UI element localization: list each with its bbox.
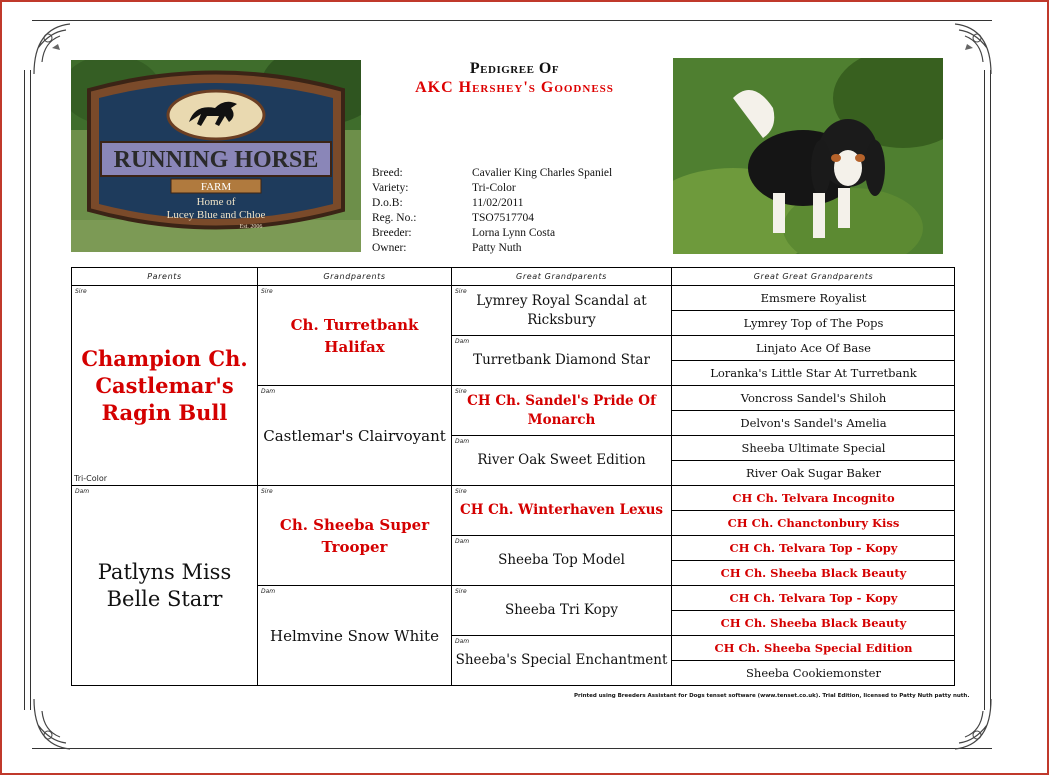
great-grandparent-cell <box>452 636 672 685</box>
great-great-grandparent-cell: CH Ch. Telvara Top - Kopy <box>672 536 955 561</box>
sire-tag: Sire <box>455 488 467 495</box>
title-heading: Pedigree Of <box>469 60 560 77</box>
logo-title: RUNNING HORSE <box>113 147 319 173</box>
header-grandparents: Grandparents <box>258 268 452 286</box>
detail-row <box>372 166 612 181</box>
detail-value: Tri-Color <box>472 182 516 194</box>
great-great-grandparent-cell: CH Ch. Telvara Top - Kopy <box>672 586 955 611</box>
detail-label: D.o.B: <box>372 197 403 209</box>
great-great-grandparent-cell: Loranka's Little Star At Turretbank <box>672 361 955 386</box>
great-grandparent-cell <box>452 536 672 586</box>
great-grandparent-cell <box>452 336 672 386</box>
corner-ornament-bottom-right-icon <box>935 695 995 755</box>
great-great-grandparent-cell: River Oak Sugar Baker <box>672 461 955 486</box>
sire-tag: Sire <box>261 288 273 295</box>
dog-details <box>372 166 612 256</box>
pedigree-table <box>71 267 955 686</box>
header-parents: Parents <box>72 268 258 286</box>
top-border-line <box>32 20 992 21</box>
grandparent-name: Helmvine Snow White <box>270 626 439 645</box>
great-grandparent-cell <box>452 436 672 486</box>
great-grandparent-name: CH Ch. Sandel's Pride Of Monarch <box>467 392 656 428</box>
detail-label: Breeder: <box>372 227 412 239</box>
dam-tag: Dam <box>75 488 90 495</box>
detail-value: Lorna Lynn Costa <box>472 227 556 239</box>
detail-label: Breed: <box>372 167 403 179</box>
detail-value: 11/02/2011 <box>472 197 524 209</box>
great-great-grandparent-cell: Emsmere Royalist <box>672 286 955 311</box>
sire-tag: Sire <box>455 288 467 295</box>
great-grandparent-name: Turretbank Diamond Star <box>473 352 650 368</box>
great-grandparent-name: Sheeba Tri Kopy <box>504 602 619 618</box>
grandparent-name: Castlemar's Clairvoyant <box>263 426 446 445</box>
detail-row <box>372 181 612 196</box>
header-great-great-grandparents: Great Great Grandparents <box>672 268 955 286</box>
bottom-border-line <box>32 748 992 749</box>
parent-dam-name: Patlyns Miss Belle Starr <box>97 559 232 611</box>
great-great-grandparent-cell: CH Ch. Sheeba Black Beauty <box>672 611 955 636</box>
great-great-grandparent-cell: Delvon's Sandel's Amelia <box>672 411 955 436</box>
detail-row <box>372 241 612 256</box>
detail-label: Owner: <box>372 242 407 254</box>
great-great-grandparent-cell: CH Ch. Sheeba Special Edition <box>672 636 955 661</box>
detail-row <box>372 226 612 241</box>
great-grandparent-name: River Oak Sweet Edition <box>477 452 646 468</box>
logo-subtitle: FARM <box>200 181 232 193</box>
sire-tag: Sire <box>75 288 87 295</box>
parent-sire-name: Champion Ch. Castlemar's Ragin Bull <box>81 346 248 425</box>
great-great-grandparent-cell: CH Ch. Telvara Incognito <box>672 486 955 511</box>
grandparent-name: Ch. Sheeba Super Trooper <box>279 515 430 556</box>
dam-tag: Dam <box>455 538 470 545</box>
dog-photo <box>673 58 943 254</box>
great-great-grandparent-cell: Linjato Ace Of Base <box>672 336 955 361</box>
print-footer: Printed using Breeders Assistant for Dogs tenset software (www.tenset.co.uk). Trial Edition, licensed to Patty Nuth patty nuth. <box>574 693 970 699</box>
great-great-grandparent-cell: Sheeba Ultimate Special <box>672 436 955 461</box>
grandparent-cell <box>258 286 452 386</box>
great-grandparent-cell <box>452 586 672 636</box>
header-great-grandparents: Great Grandparents <box>452 268 672 286</box>
logo-home-of: Home of <box>196 196 236 208</box>
detail-value: Cavalier King Charles Spaniel <box>472 167 613 179</box>
dam-tag: Dam <box>455 638 470 645</box>
detail-value: Patty Nuth <box>472 242 522 254</box>
corner-ornament-bottom-left-icon <box>30 695 90 755</box>
sire-tag: Sire <box>455 588 467 595</box>
logo-established: Est. 2006 <box>239 224 263 230</box>
great-great-grandparent-cell: Voncross Sandel's Shiloh <box>672 386 955 411</box>
sire-tag: Sire <box>455 388 467 395</box>
farm-sign-photo <box>71 60 361 252</box>
left-border-line <box>24 70 25 710</box>
grandparent-cell <box>258 586 452 685</box>
dam-tag: Dam <box>261 388 276 395</box>
corner-ornament-top-right-icon <box>935 18 995 78</box>
great-great-grandparent-cell: Lymrey Top of The Pops <box>672 311 955 336</box>
parent-dam-cell <box>72 486 258 685</box>
great-grandparent-name: Sheeba's Special Enchantment <box>455 652 668 668</box>
dog-name-title: AKC Hershey's Goodness <box>415 79 614 96</box>
right-border-line <box>984 70 985 710</box>
great-great-grandparent-cell: CH Ch. Chanctonbury Kiss <box>672 511 955 536</box>
parent-sire-cell <box>72 286 258 486</box>
great-great-grandparent-cell: Sheeba Cookiemonster <box>746 666 881 680</box>
great-grandparent-name: CH Ch. Winterhaven Lexus <box>459 502 664 518</box>
detail-row <box>372 211 612 226</box>
great-grandparent-cell <box>452 386 672 436</box>
great-grandparent-name: Lymrey Royal Scandal at Ricksbury <box>476 292 647 328</box>
grandparent-cell <box>258 386 452 486</box>
dam-tag: Dam <box>455 438 470 445</box>
sire-variety: Tri-Color <box>74 474 107 483</box>
sire-tag: Sire <box>261 488 273 495</box>
great-grandparent-cell <box>452 486 672 536</box>
right-border-line-outer <box>990 70 991 710</box>
left-border-line-inner <box>30 70 31 710</box>
dam-tag: Dam <box>455 338 470 345</box>
detail-label: Reg. No.: <box>372 212 417 224</box>
detail-row <box>372 196 612 211</box>
dam-tag: Dam <box>261 588 276 595</box>
great-great-grandparent-cell: CH Ch. Sheeba Black Beauty <box>672 561 955 586</box>
pedigree-title <box>372 60 657 97</box>
great-grandparent-name: Sheeba Top Model <box>498 552 625 568</box>
grandparent-name: Ch. Turretbank Halifax <box>290 315 419 356</box>
detail-label: Variety: <box>372 182 409 194</box>
detail-value: TSO7517704 <box>472 212 534 224</box>
logo-names: Lucey Blue and Chloe <box>166 209 266 221</box>
great-grandparent-cell <box>452 286 672 336</box>
grandparent-cell <box>258 486 452 586</box>
